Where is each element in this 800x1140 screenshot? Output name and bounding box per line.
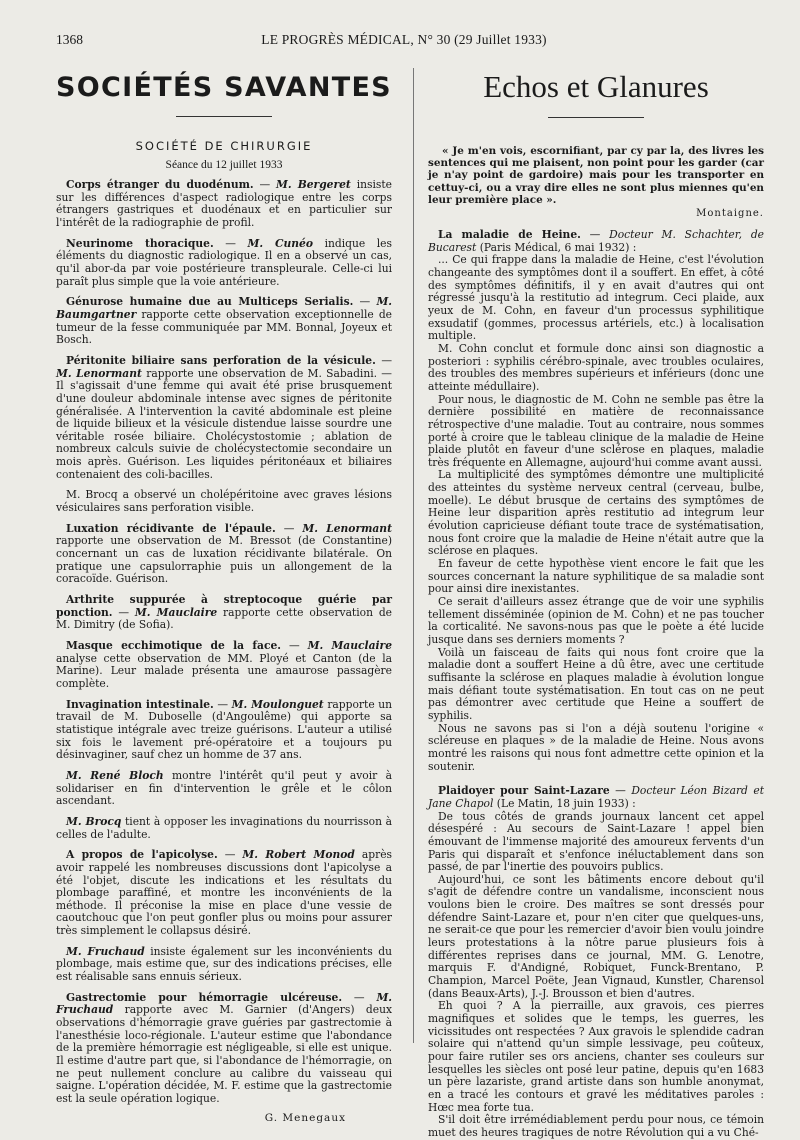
report-title: Invagination intestinale. [66, 697, 214, 711]
report-author: M. Baumgartner [56, 295, 392, 321]
article-paragraph: Pour nous, le diagnostic de M. Cohn ne semble pas être la dernière possibilité en matière de reconnaissance rétrospective d'une maladie. Tout au contraire, nous sommes porté à croire que le tableau clinique de la maladie de Heine plaide plutôt en faveur d'une sclérose en plaques, maladie très fréquente en Allemagne, aujourd'hui comme avant aussi. [428, 392, 764, 469]
report-text: tient à opposer les invaginations du nourrisson à celles de l'adulte. [56, 814, 392, 841]
report-title: Péritonite biliaire sans perforation de la vésicule. [66, 353, 376, 367]
report-author: M. Mauclaire [134, 605, 218, 619]
page-header [56, 32, 752, 50]
article-paragraph: ... Ce qui frappe dans la maladie de Heine, c'est l'évolution changeante des symptômes dont il a souffert. En effet, à côté des symptômes définitifs, il y en avait d'autres qui ont régressé jusqu'à la restitutio ad integrum. Ceci plaide, aux yeux de M. Cohn, en faveur d'un processus syphilitique exsudatif (gommes, processus artériels, etc.) à localisation multiple. [428, 253, 764, 343]
report-text: après avoir rappelé les nombreuses discussions dont l'apicolyse a été l'objet, discute les indications et les résultats du plombage paraffiné, et montre les inconvénients de la méthode. Il préconise la mise en place d'une vessie de caoutchouc que l'on peut gonfler plus ou moins pour assurer très simplement le collapsus désiré. [56, 848, 393, 938]
article-byline: — Docteur M. Schachter, de Bucarest [428, 228, 764, 254]
report-title: A propos de l'apicolyse. [66, 848, 218, 862]
report-item [56, 770, 392, 808]
report-author: M. Moulonguet [231, 697, 324, 711]
article-body [428, 811, 764, 1140]
article-paragraph: Eh quoi ? A la pierraille, aux gravois, ces pierres magnifiques et solides que le temps, les guerres, les vicissitudes ont respectées ? Aux gravois le splendide cadran solaire qui n'attend qu'un simple lessivage, peu coûteux, pour faire rutiler ses ors anciens, chanter ses couleurs sur lesquelles les siècles ont posé leur patine, depuis qu'en 1683 un père lazariste, grand artiste dans son humble anonymat, en a tracé les contours et gravé les méditatives paroles : Hœc mea forte tua. [428, 999, 764, 1114]
session-date: Séance du 12 juillet 1933 [165, 159, 283, 171]
report-item: Génurose humaine due au Multiceps Serialis. — M. Baumgartner rapporte cette observation exceptionnelle de tumeur de la fesse communiquée par MM. Bonnal, Joyeux et Bosch. [56, 295, 392, 347]
article-heading [428, 229, 764, 254]
report-text: analyse cette observation de MM. Ployé et Canton (de la Marine). Leur malade présenta une amaurose passagère complète. [56, 651, 392, 690]
report-author: M. Fruchaud [56, 990, 393, 1017]
report-author: M. Bergeret [276, 178, 351, 191]
report-title: Arthrite suppurée à streptocoque guérie par ponction. [56, 593, 392, 619]
author-signature: G. Menegaux [264, 1111, 346, 1124]
page-number: 1368 [56, 32, 83, 47]
article-title: La maladie de Heine. [438, 228, 581, 242]
article-paragraph: S'il doit être irrémédiablement perdu pour nous, ce témoin muet des heures tragiques de notre Révolution qui a vu Ché- [428, 1113, 764, 1139]
report-item: Arthrite suppurée à streptocoque guérie par ponction. — M. Mauclaire rapporte cette observation de M. Dimitry (de Sofia). [56, 593, 392, 632]
epigraph: « Je m'en vois, escornifiant, par cy par la, des livres les sentences qui me plaisent, non point pour les garder (car je n'ay point de gardoire) mais pour les transporter en cettuy-ci, ou a vray dire elles ne sont plus miennes qu'en leur première place ». [428, 145, 764, 206]
article-paragraph: M. Cohn conclut et formule donc ainsi son diagnostic a posteriori : syphilis cérébro-spinale, avec troubles oculaires, des troubles des membres supérieurs et inférieurs (donc une atteinte médullaire). [428, 341, 764, 393]
report-title: Luxation récidivante de l'épaule. [66, 521, 276, 535]
report-item: Neurinome thoracique. — M. Cunéo indique les éléments du diagnostic radiologique. Il en a observé un cas, qu'il abor-da par voie postérieure transpleurale. Celle-ci lui paraît plus simple que la voie antérieure. [56, 236, 392, 288]
report-text: insiste également sur les inconvénients du plombage, mais estime que, sur des indications précises, elle est réalisable sans ennuis sérieux. [56, 944, 392, 984]
article-byline: — Docteur Léon Bizard et Jane Chapol [428, 784, 764, 810]
report-item [56, 489, 392, 514]
report-text: rapporte cette observation de M. Dimitry (de Sofia). [56, 605, 392, 632]
report-text: rapporte avec M. Garnier (d'Angers) deux observations d'hémorragie grave guéries par gastrectomie à l'anesthésie loco-régionale. L'auteur estime que l'abondance de la première hémorragie est négligeable, si elle est unique. Il estime d'autre part que, si l'abondance de l'hémorragie, on ne peut nullement conclure au calibre du vaisseau qui saigne. L'opération décidée, M. F. estime que la gastrectomie est la seule opération logique. [56, 1003, 392, 1105]
report-text: rapporte une observation de M. Bressot (de Constantine) concernant un cas de luxation récidivante bilatérale. On pratique une capsulorraphie puis un allongement de la coracoïde. Guérison. [56, 534, 392, 586]
article-source: (Le Matin, 18 juin 1933) : [496, 796, 636, 810]
report-title: Gastrectomie pour hémorragie ulcéreuse. [66, 990, 343, 1004]
report-author: M. Lenormant [302, 521, 393, 535]
article-heading [428, 785, 764, 810]
column-divider [413, 68, 414, 1043]
report-title: Masque ecchimotique de la face. [66, 639, 281, 652]
report-author: M. Robert Monod [242, 848, 355, 862]
report-author: M. Brocq [66, 814, 122, 828]
report-item [56, 946, 392, 984]
title-rule [548, 117, 644, 118]
report-title: Corps étranger du duodénum. [66, 178, 254, 191]
left-column [56, 62, 393, 1124]
article-paragraph: De tous côtés de grands journaux lancent cet appel désespéré : Au secours de Saint-Lazare ! appel bien émouvant de l'immense majorité des amoureux fervents d'un Paris qui disparaît et s'enfonce inéluctablement dans son passé, de par l'inertie des pouvoirs publics. [428, 809, 764, 874]
report-text: rapporte un travail de M. Duboselle (d'Angoulême) qui apporte sa statistique intégrale avec treize guérisons. L'auteur a utilisé six fois le lavement pré-opératoire et a toujours pu désinvaginer, sauf chez un homme de 37 ans. [56, 697, 392, 762]
article-paragraph: Voilà un faisceau de faits qui nous font croire que la maladie dont a souffert Heine a dû être, avec une certitude suffisante la sclérose en plaques maladie à évolution longue mais défiant toute systématisation. En tout cas on ne peut pas démontrer avec certitude que Heine a souffert de syphilis. [428, 645, 764, 722]
report-item: Péritonite biliaire sans perforation de la vésicule. — M. Lenormant rapporte une observation de M. Sabadini. — Il s'agissait d'une femme qui avait été prise brusquement d'une douleur abdominale intense avec signes de péritonite généralisée. A l'intervention la cavité abdominale est pleine de liquide bilieux et la vésicule distendue laisse sourdre une véritable rosée biliaire. Cholécystostomie ; ablation de nombreux calculs suivie de cholécystectomie secondaire un mois après. Guérison. Les liquides péritonéaux et biliaires contenaient des coli-bacilles. [56, 353, 393, 481]
article-source: (Paris Médical, 6 mai 1932) : [479, 240, 637, 254]
report-text: M. Brocq a observé un cholépéritoine avec graves lésions vésiculaires sans perforation visible. [56, 488, 392, 515]
report-author: M. René Bloch [66, 768, 164, 782]
article-body [428, 254, 764, 773]
report-item: Gastrectomie pour hémorragie ulcéreuse. — M. Fruchaud rapporte avec M. Garnier (d'Angers) deux observations d'hémorragie grave guéries par gastrectomie à l'anesthésie loco-régionale. L'auteur estime que l'abondance de la première hémorragie est négligeable, si elle est unique. Il estime d'autre part que, si l'abondance de l'hémorragie, on ne peut nullement conclure au calibre du vaisseau qui saigne. L'opération décidée, M. F. estime que la gastrectomie est la seule opération logique. [56, 990, 393, 1105]
report-item: Corps étranger du duodénum. — M. Bergeret insiste sur les différences d'aspect radiologique entre les corps étrangers gastriques et duodénaux et en particulier sur l'intérêt de la radiographie de profil. [56, 178, 392, 229]
report-text: rapporte cette observation exceptionnelle de tumeur de la fesse communiquée par MM. Bonnal, Joyeux et Bosch. [56, 307, 392, 347]
report-text: rapporte une observation de M. Sabadini. — Il s'agissait d'une femme qui avait été prise brusquement d'une douleur abdominale intense avec signes de péritonite généralisée. A l'intervention la cavité abdominale est pleine de liquide bilieux et la vésicule distendue laisse sourdre une véritable rosée biliaire. Cholécystostomie ; ablation de nombreux calculs suivie de cholécystectomie secondaire un mois après. Guérison. Les liquides péritonéaux et biliaires contenaient des coli-bacilles. [56, 366, 392, 481]
section-title: SOCIÉTÉS SAVANTES [56, 72, 392, 103]
report-item [56, 816, 392, 841]
report-title: Neurinome thoracique. [66, 236, 214, 250]
report-author: M. Fruchaud [66, 944, 145, 958]
report-item: A propos de l'apicolyse. — M. Robert Monod après avoir rappelé les nombreuses discussions dont l'apicolyse a été l'objet, discute les indications et les résultats du plombage paraffiné, et montre les inconvénients de la méthode. Il préconise la mise en place d'une vessie de caoutchouc que l'on peut gonfler plus ou moins pour assurer très simplement le collapsus désiré. [56, 848, 393, 938]
running-title: LE PROGRÈS MÉDICAL, N° 30 (29 Juillet 1933) [261, 32, 547, 47]
right-column [428, 62, 764, 1139]
report-author: M. Lenormant [56, 366, 142, 380]
report-item: Luxation récidivante de l'épaule. — M. Lenormant rapporte une observation de M. Bressot (de Constantine) concernant un cas de luxation récidivante bilatérale. On pratique une capsulorraphie puis un allongement de la coracoïde. Guérison. [56, 521, 393, 586]
epigraph-source: Montaigne. [696, 208, 764, 220]
title-rule [176, 116, 272, 117]
report-author: M. Mauclaire [307, 639, 392, 652]
report-text: indique les éléments du diagnostic radiologique. Il en a observé un cas, qu'il abor-da par voie postérieure transpleurale. Celle-ci lui paraît plus simple que la voie antérieure. [56, 236, 392, 288]
article-paragraph: En faveur de cette hypothèse vient encore le fait que les sources concernant la nature syphilitique de sa maladie sont pour ainsi dire inexistantes. [428, 557, 764, 596]
article-title: Plaidoyer pour Saint-Lazare [438, 784, 610, 798]
article-paragraph: Aujourd'hui, ce sont les bâtiments encore debout qu'il s'agit de défendre contre un vandalisme, inconscient nous voulons bien le croire. Des maîtres se sont dressés pour défendre Saint-Lazare et, pour n'en citer que quelques-uns, ne serait-ce que pour les remercier d'avoir bien voulu joindre leurs protestations à la nôtre parue plusieurs fois à différentes reprises dans ce journal, MM. G. Lenotre, marquis F. d'Andigné, Robiquet, Funck-Brentano, P. Champion, Marcel Poëte, Jean Vignaud, Kunstler, Charensol (dans Beaux-Arts), J.-J. Brousson et bien d'autres. [428, 872, 764, 1000]
society-name: SOCIÉTÉ DE CHIRURGIE [135, 139, 313, 153]
section-title: Echos et Glanures [483, 69, 709, 104]
article-paragraph: Ce serait d'ailleurs assez étrange que de voir une syphilis tellement disséminée (opinion de M. Cohn) et ne pas toucher la corticalité. Ne savons-nous pas que le poète a été lucide jusque dans ses derniers moments ? [428, 595, 764, 647]
article-paragraph: La multiplicité des symptômes démontre une multiplicité des atteintes du système nerveux central (cerveau, bulbe, moelle). Le début brusque de certains des symptômes de Heine leur disparition après restitutio ad integrum leur évolution capricieuse défiant toute trace de systématisation, nous font croire que la maladie de Heine n'était autre que la sclérose en plaques. [428, 468, 764, 558]
report-item: Invagination intestinale. — M. Moulonguet rapporte un travail de M. Duboselle (d'Angoulême) qui apporte sa statistique intégrale avec treize guérisons. L'auteur a utilisé six fois le lavement pré-opératoire et a toujours pu désinvaginer, sauf chez un homme de 37 ans. [56, 697, 392, 762]
report-item: Masque ecchimotique de la face. — M. Mauclaire analyse cette observation de MM. Ployé et Canton (de la Marine). Leur malade présenta une amaurose passagère complète. [56, 639, 392, 690]
report-text: insiste sur les différences d'aspect radiologique entre les corps étrangers gastriques et duodénaux et en particulier sur l'intérêt de la radiographie de profil. [56, 178, 392, 229]
report-text: montre l'intérêt qu'il peut y avoir à solidariser en fin d'intervention le grêle et le côlon ascendant. [56, 768, 392, 808]
article-paragraph: Nous ne savons pas si l'on a déjà soutenu l'origine « scléreuse en plaques » de la maladie de Heine. Nous avons montré les raisons qui nous font admettre cette opinion et la soutenir. [428, 721, 764, 773]
reports-list [56, 179, 392, 1106]
report-author: M. Cunéo [247, 236, 313, 250]
report-title: Génurose humaine due au Multiceps Serialis. [66, 295, 354, 309]
